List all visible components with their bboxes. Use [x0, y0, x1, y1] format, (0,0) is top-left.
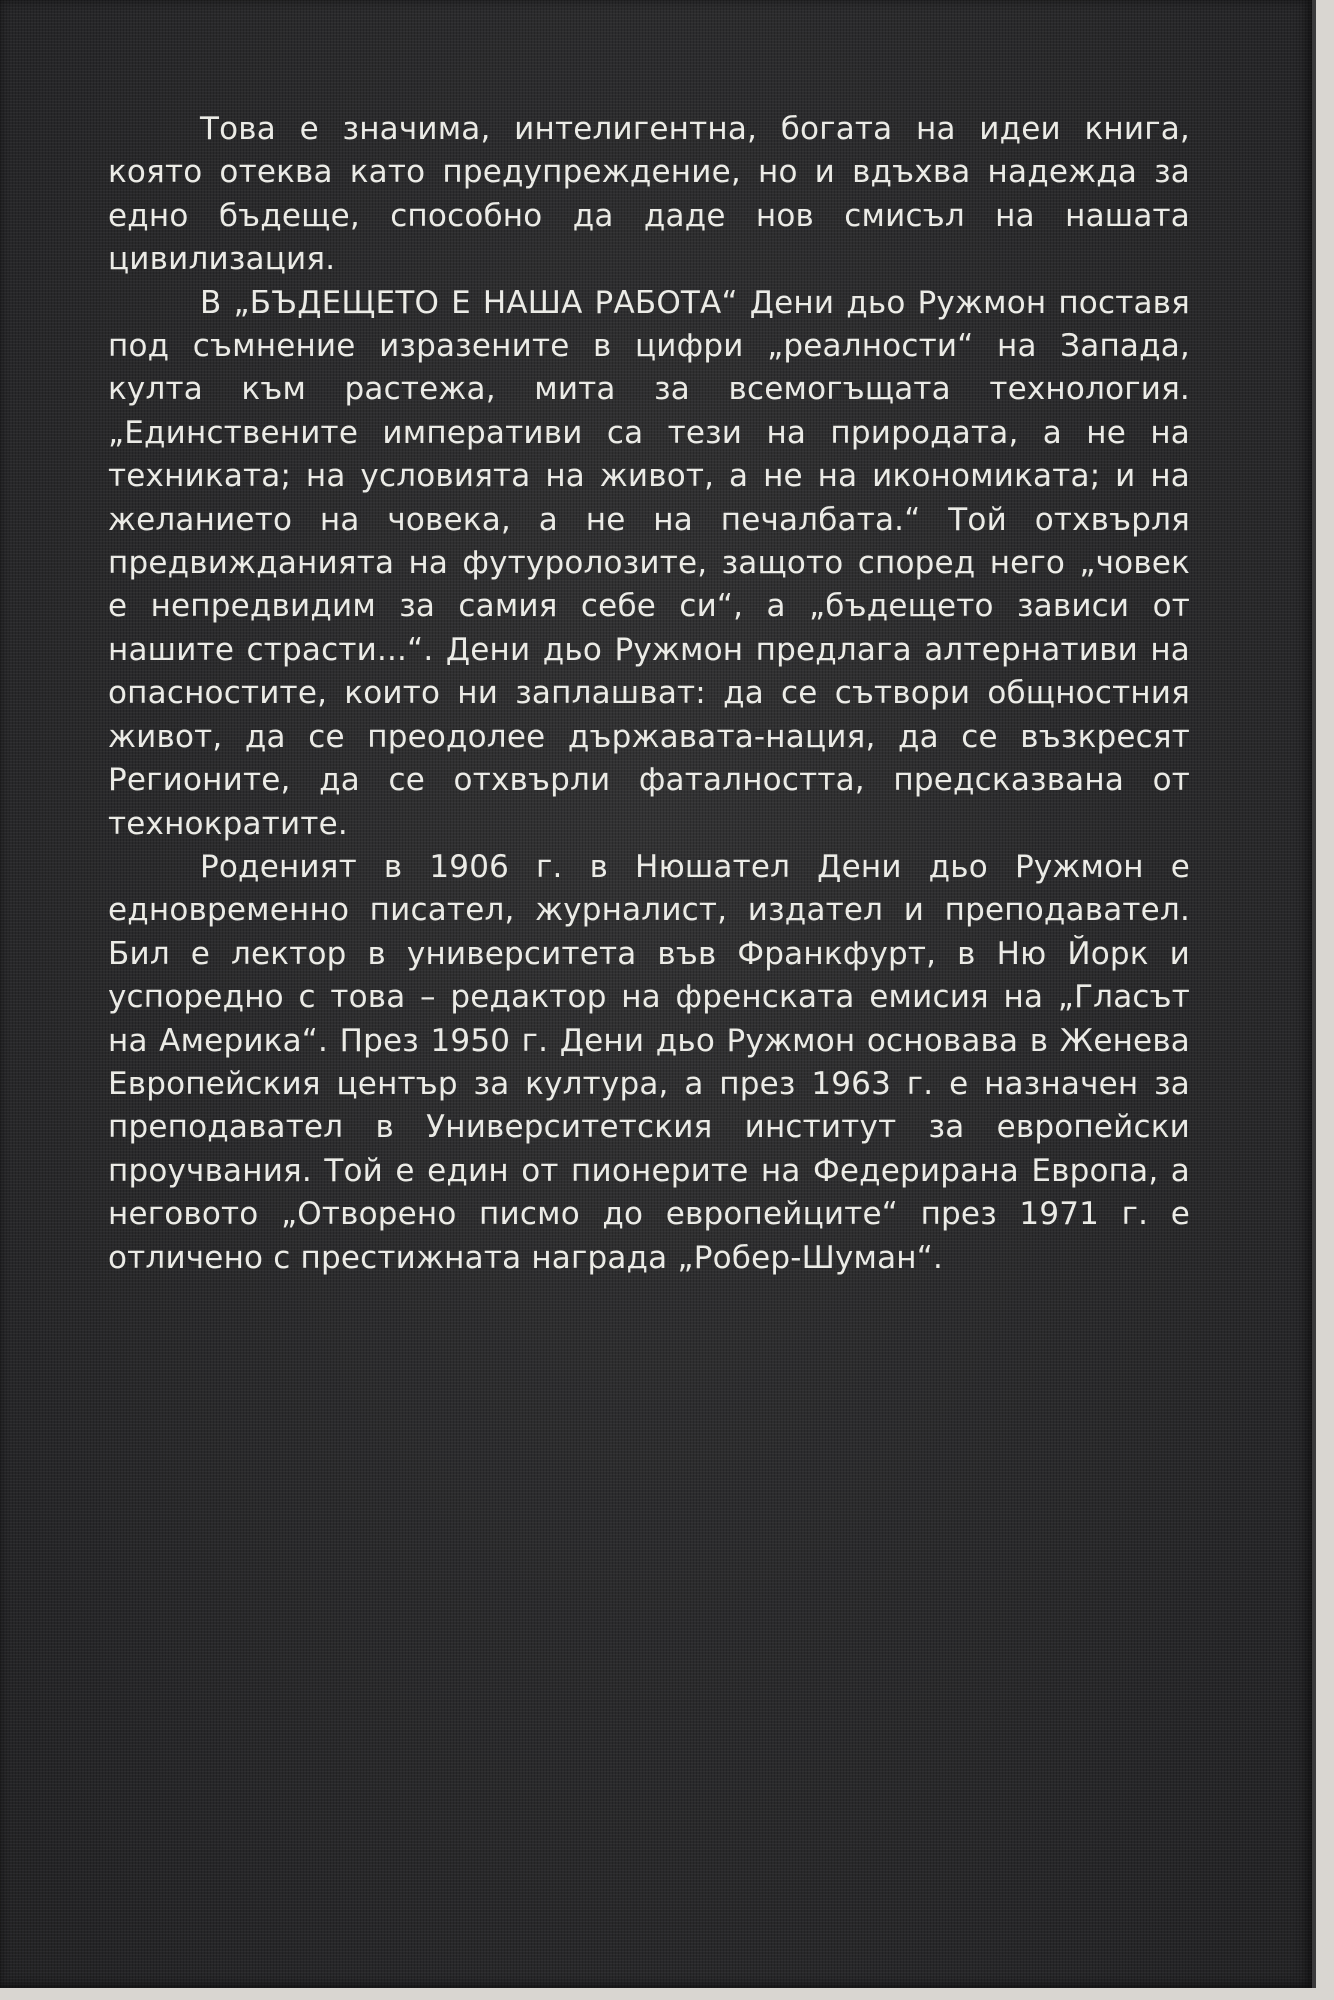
blurb-paragraph-author-bio: Роденият в 1906 г. в Нюшател Дени дьо Ружмон е едновременно писател, журналист, издател и преподавател. Бил е лектор в университета във Франкфурт, в Ню Йорк и успоредно с това – редактор на френската емисия на „Гласът на Америка“. През 1950 г. Дени дьо Ружмон основава в Женева Европейския център за култура, а през 1963 г. е назначен за преподавател в Университетския институт за европейски проучвания. Той е един от пионерите на Федерирана Европа, а неговото „Отворено писмо до европейците“ през 1971 г. е отличено с престижната награда „Робер-Шуман“.	[108, 848, 1190, 1276]
blurb-paragraph-intro: Това е значима, интелигентна, богата на идеи книга, която отеква като предупреждение, но и вдъхва надежда за едно бъдеще, способно да даде нов смисъл на нашата цивилизация.	[108, 111, 1190, 278]
blurb-paragraph-book-summary: В „БЪДЕЩЕТО Е НАША РАБОТА“ Дени дьо Ружмон поставя под съмнение изразените в цифри „реалности“ на Запада, култа към растежа, мита за всемогъщата технология. „Единствените императиви са тези на природата, а не на техниката; на условията на живот, а не на икономиката; и на желанието на човека, а не на печалбата.“ Той отхвърля предвижданията на футуролозите, защото според него „човек е непредвидим за самия себе си“, а „бъдещето зависи от нашите страсти...“. Дени дьо Ружмон предлага алтернативи на опасностите, които ни заплашват: да се сътвори общностния живот, да се преодолее държавата-нация, да се възкресят Регионите, да се отхвърли фаталността, предсказвана от технократите.	[108, 284, 1190, 842]
blurb-text	[108, 108, 1190, 1280]
